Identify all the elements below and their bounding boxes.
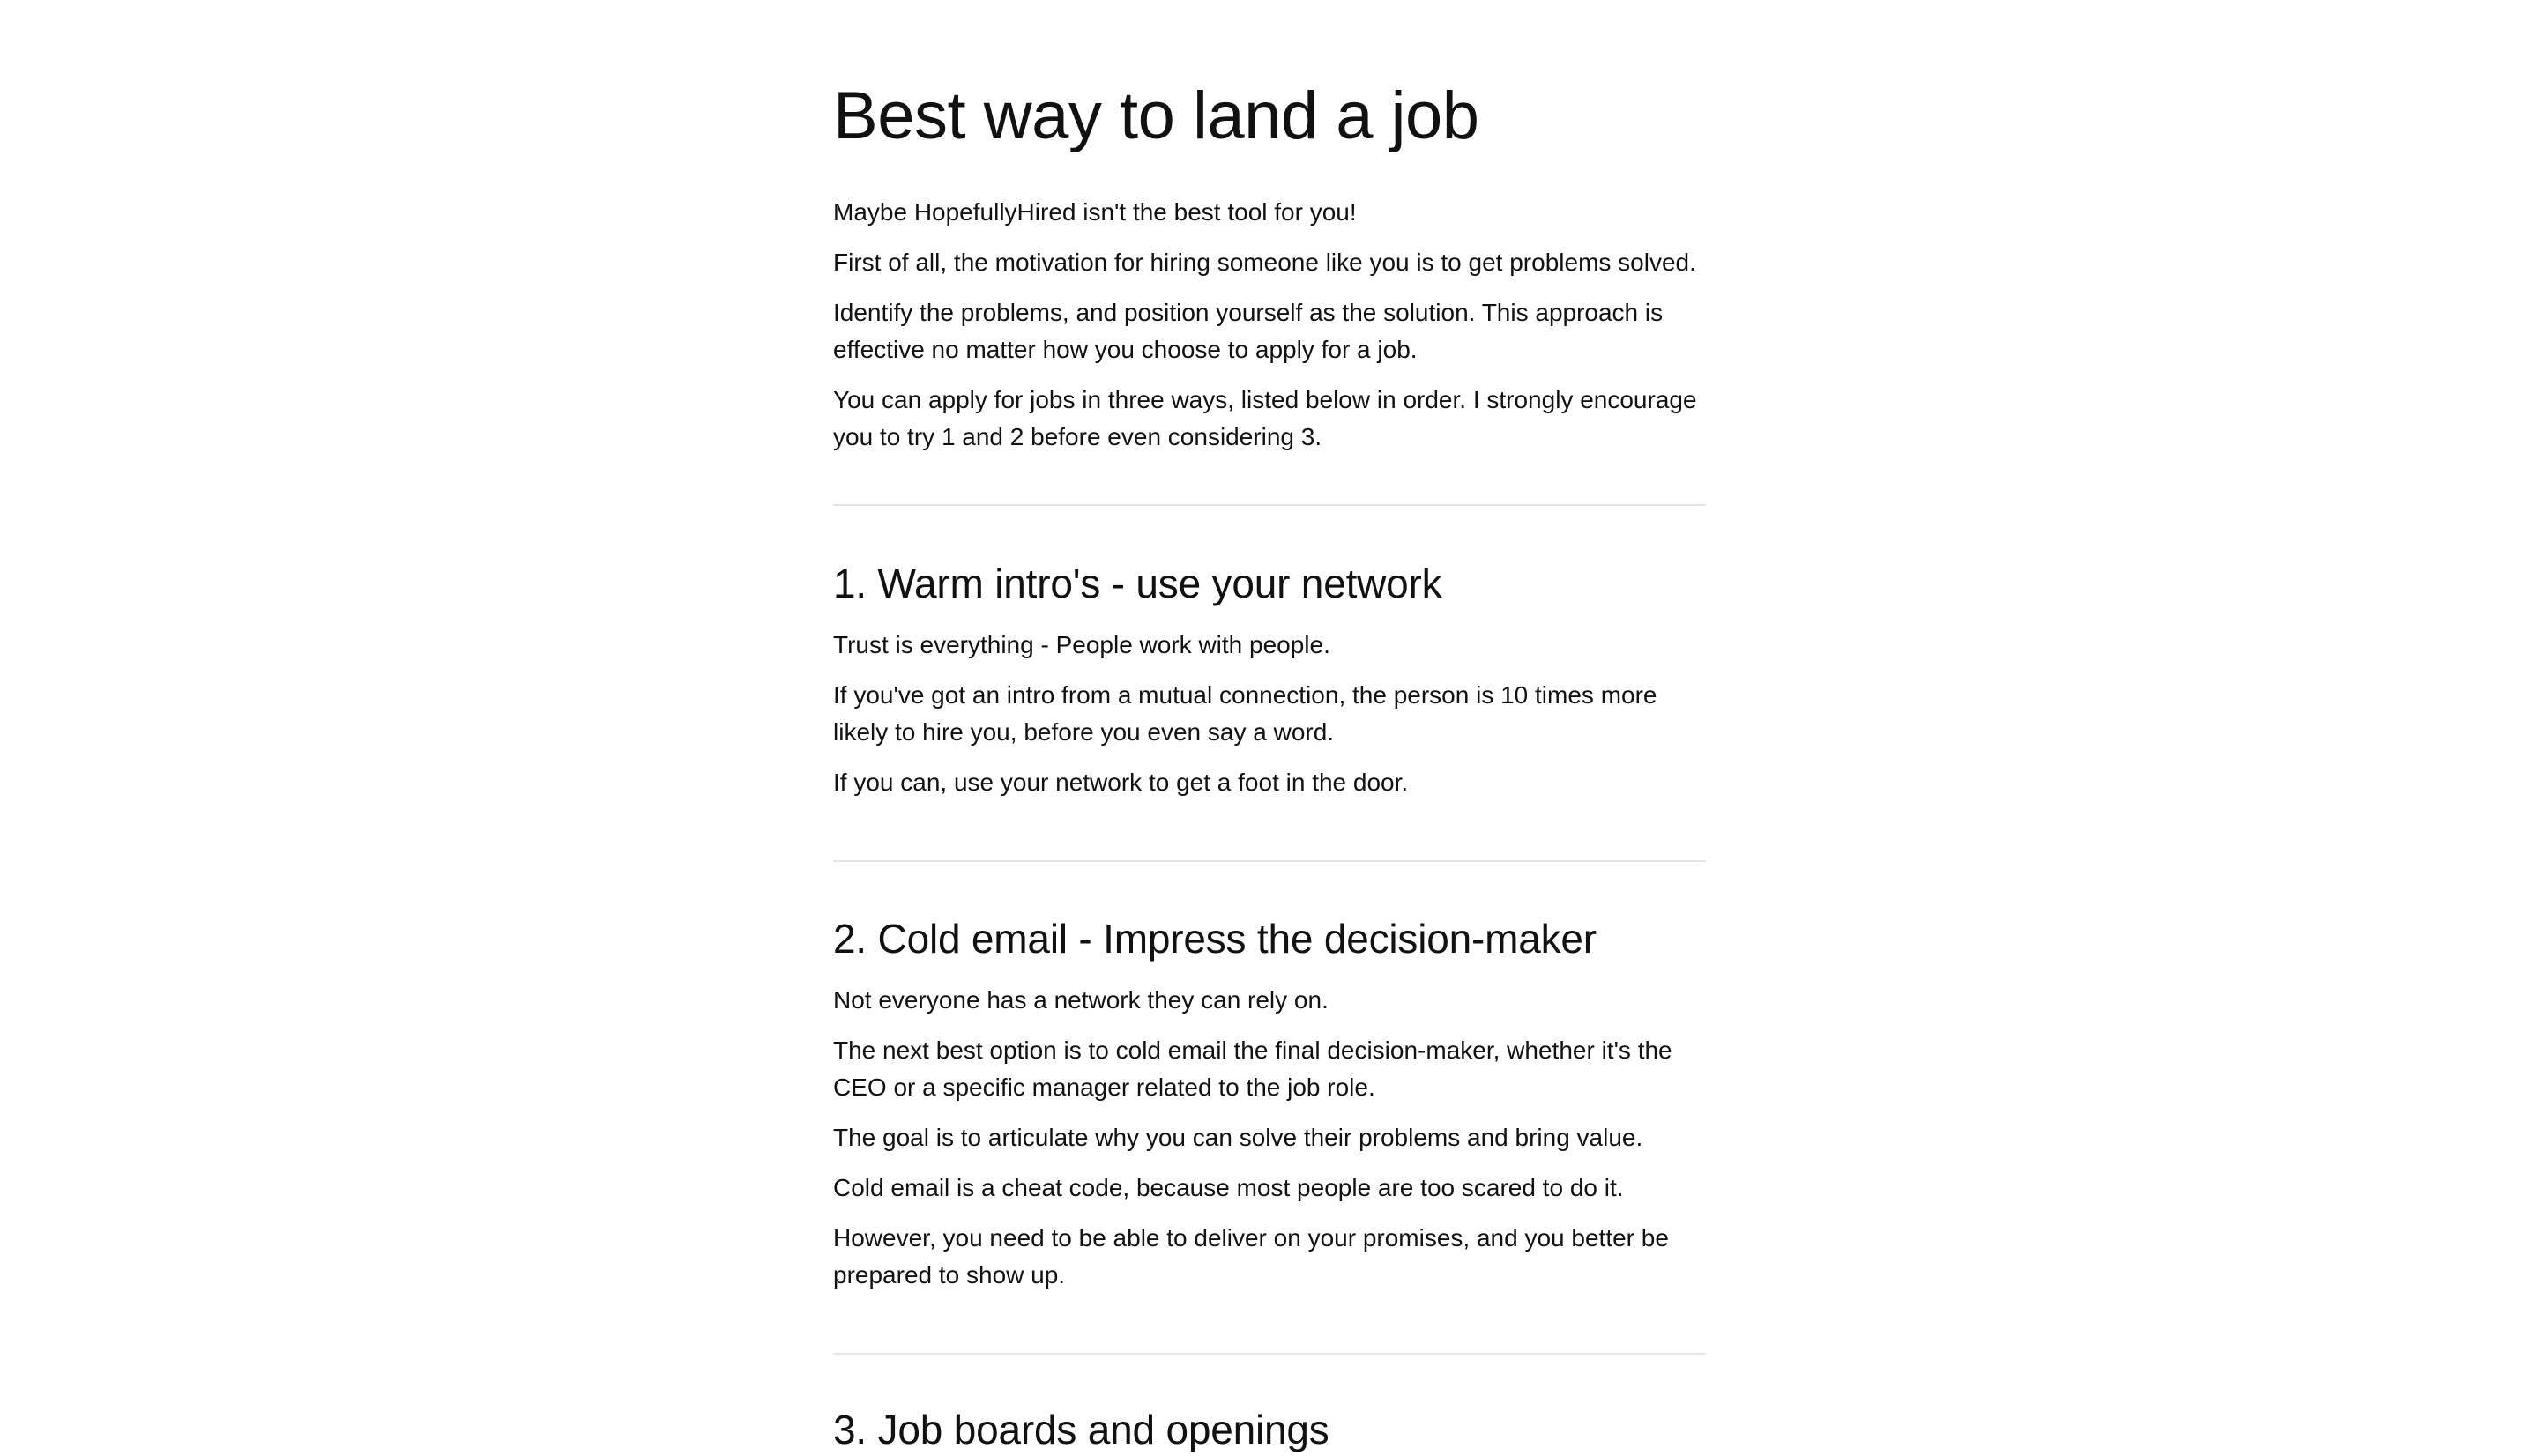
section-paragraph: If you've got an intro from a mutual connection, the person is 10 times more likely to hire you, before you even say a word. — [833, 681, 1657, 746]
section-paragraph: Trust is everything - People work with people. — [833, 631, 1330, 658]
section-cold-email — [833, 912, 1706, 1307]
section-divider — [833, 1353, 1706, 1355]
intro-section — [833, 194, 1706, 456]
intro-paragraph: Maybe HopefullyHired isn't the best tool for you! — [833, 198, 1357, 226]
section-heading: 1. Warm intro's - use your network — [833, 561, 1442, 606]
section-paragraph: The goal is to articulate why you can solve their problems and bring value. — [833, 1124, 1643, 1151]
section-paragraph: Not everyone has a network they can rely on. — [833, 986, 1329, 1014]
intro-paragraph: First of all, the motivation for hiring someone like you is to get problems solved. — [833, 249, 1696, 276]
page-title: Best way to land a job — [833, 78, 1479, 153]
section-heading: 2. Cold email - Impress the decision-maker — [833, 916, 1597, 962]
intro-paragraph: Identify the problems, and position yourself as the solution. This approach is effective no matter how you choose to apply for a job. — [833, 299, 1664, 363]
section-paragraph: The next best option is to cold email the final decision-maker, whether it's the CEO or a specific manager related to the job role. — [833, 1036, 1672, 1101]
section-warm-intros — [833, 557, 1706, 814]
section-divider — [833, 504, 1706, 506]
section-heading: 3. Job boards and openings — [833, 1407, 1329, 1452]
article — [833, 0, 1706, 1452]
section-divider — [833, 860, 1706, 862]
section-paragraph: However, you need to be able to deliver on your promises, and you better be prepared to show up. — [833, 1224, 1669, 1289]
section-paragraph: If you can, use your network to get a foot in the door. — [833, 769, 1409, 796]
section-paragraph: Cold email is a cheat code, because most people are too scared to do it. — [833, 1174, 1624, 1201]
intro-paragraph: You can apply for jobs in three ways, listed below in order. I strongly encourage you to try 1 and 2 before even considering 3. — [833, 386, 1697, 450]
section-job-boards — [833, 1403, 1706, 1456]
